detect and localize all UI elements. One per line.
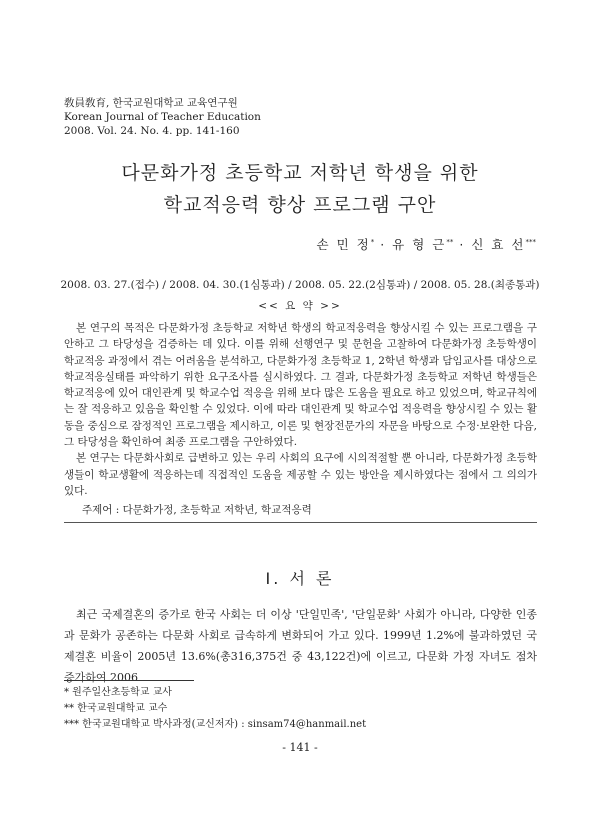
page-number: - 141 -: [282, 741, 318, 754]
footnote: *** 한국교원대학교 박사과정(교신저자) : sinsam74@hanmail.net: [64, 719, 367, 730]
journal-english-name: Korean Journal of Teacher Education: [64, 111, 261, 123]
abstract-heading: << 요 약 >>: [258, 300, 342, 312]
paper-title-line-2: 학교적응력 향상 프로그램 구안: [163, 194, 437, 216]
author-separator: ·: [459, 237, 466, 252]
body-text: [64, 604, 537, 688]
journal-citation: 2008. Vol. 24. No. 4. pp. 141-160: [64, 125, 240, 137]
footnote: ** 한국교원대학교 교수: [64, 703, 168, 714]
author-name: 유 형 근: [392, 237, 447, 252]
author-mark: **: [446, 237, 454, 246]
footnote-rule: [64, 680, 194, 681]
keywords: 주제어 : 다문화가정, 초등학교 저학년, 학교적응력: [82, 504, 312, 516]
journal-header: [64, 96, 261, 138]
section-heading: Ⅰ. 서 론: [265, 569, 335, 588]
author-name: 손 민 정: [316, 237, 371, 252]
footnotes: [64, 685, 366, 733]
abstract-paragraph: 본 연구는 다문화사회로 급변하고 있는 우리 사회의 요구에 시의적절할 뿐 아니라, 다문화가정 초등학생들이 학교생활에 적응하는데 직접적인 도움을 제공할 수 있는 방안을 제시하였다는 점에서 그 의의가 있다.: [64, 452, 537, 497]
abstract-paragraph: 본 연구의 목적은 다문화가정 초등학교 저학년 학생의 학교적응력을 향상시킬 수 있는 프로그램을 구안하고 그 타당성을 검증하는 데 있다. 이를 위해 선행연구 및 문헌을 고찰하여 다문화가정 초등학생이 학교적응 과정에서 겪는 어려움을 분석하고, 다문화가정 초등학교 1, 2학년 학생과 담임교사를 대상으로 학교적응실태를 파악하기 위한 요구조사를 실시하였다. 그 결과, 다문화가정 초등학교 저학년 학생들은 학교적응에 있어 대인관계 및 학교수업 적응을 위해 보다 많은 도움을 필요로 하고 있었으며, 학교규칙에는 잘 적응하고 있음을 확인할 수 있었다. 이에 따라 대인관계 및 학교수업 적응력을 향상시킬 수 있는 활동을 중심으로 잠정적인 프로그램을 제시하고, 이론 및 현장전문가의 자문을 바탕으로 수정·보완한 다음, 그 타당성을 확인하여 최종 프로그램을 구안하였다.: [64, 322, 537, 449]
body-paragraph: 최근 국제결혼의 증가로 한국 사회는 더 이상 '단일민족', '단일문화' 사회가 아니라, 다양한 인종과 문화가 공존하는 다문화 사회로 급속하게 변화되어 가고 있다. 1999년 1.2%에 불과하였던 국제결혼 비율이 2005년 13.6%(총316,375건 중 43,122건)에 이르고, 다문화 가정 자녀도 점차 증가하여 2006: [64, 608, 537, 684]
section-divider: [64, 522, 537, 523]
footnote: * 원주일산초등학교 교사: [64, 687, 172, 698]
author-mark: *: [370, 237, 375, 246]
author-separator: ·: [380, 237, 387, 252]
abstract-body: [64, 320, 537, 499]
author-list: [317, 235, 536, 253]
journal-korean-name: 敎員敎育, 한국교원대학교 교육연구원: [64, 97, 238, 109]
paper-title-line-1: 다문화가정 초등학교 저학년 학생을 위한: [121, 162, 479, 184]
author-name: 신 효 선: [471, 237, 526, 252]
author-mark: ***: [525, 237, 536, 246]
review-dates: 2008. 03. 27.(접수) / 2008. 04. 30.(1심통과) / 2008. 05. 22.(2심통과) / 2008. 05. 28.(최종통과): [60, 279, 540, 291]
